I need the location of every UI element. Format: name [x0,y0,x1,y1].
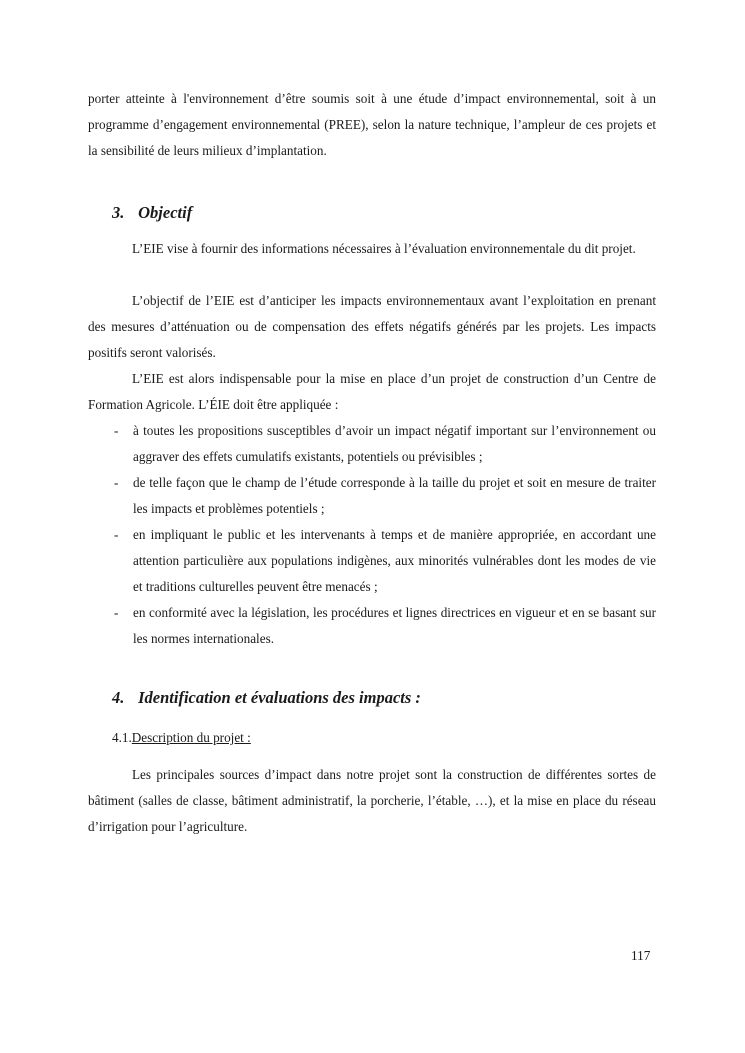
section-3-paragraph-3: L’EIE est alors indispensable pour la mise en place d’un projet de construction d’un Centre de Formation Agricole. L’ÉIE doit être appliquée : [88,371,656,412]
section-4-title: Identification et évaluations des impacts : [138,688,421,707]
subsection-4-1-number: 4.1. [112,730,132,745]
section-3-title: Objectif [138,203,193,222]
list-item [88,600,656,652]
section-4-paragraph: Les principales sources d’impact dans notre projet sont la construction de différentes sortes de bâtiment (salles de classe, bâtiment administratif, la porcherie, l’étable, …), et la mise en place du réseau d’irrigation pour l’agriculture. [88,767,656,834]
section-4-number: 4. [112,688,125,707]
section-4-heading [112,688,421,708]
bullet-dash: - [114,423,119,438]
bullet-list [88,418,656,652]
list-item-text: en impliquant le public et les intervenants à temps et de manière appropriée, en accordant une attention particulière aux populations indigènes, aux minorités vulnérables dont les modes de vie et traditions culturelles peuvent être menacés ; [133,527,656,594]
bullet-dash: - [114,605,119,620]
bullet-dash: - [114,475,119,490]
list-item-text: de telle façon que le champ de l’étude corresponde à la taille du projet et soit en mesure de traiter les impacts et problèmes potentiels ; [133,475,656,516]
list-item [88,522,656,600]
subsection-4-1-heading [112,730,251,746]
intro-paragraph: porter atteinte à l'environnement d’être soumis soit à une étude d’impact environnemental, soit à un programme d’engagement environnemental (PREE), selon la nature technique, l’ampleur de ces projets et la sensibilité de leurs milieux d’implantation. [88,91,656,158]
list-item [88,418,656,470]
list-item-text: en conformité avec la législation, les procédures et lignes directrices en vigueur et en se basant sur les normes internationales. [133,605,656,646]
subsection-4-1-title: Description du projet : [131,730,251,745]
section-3-paragraph-2: L’objectif de l’EIE est d’anticiper les impacts environnementaux avant l’exploitation en prenant des mesures d’atténuation ou de compensation des effets négatifs générés par les projets. Les impacts positifs seront valorisés. [88,293,656,360]
section-3-paragraph-1: L’EIE vise à fournir des informations nécessaires à l’évaluation environnementale du dit projet. [132,241,636,256]
section-3-number: 3. [112,203,125,222]
list-item-text: à toutes les propositions susceptibles d’avoir un impact négatif important sur l’environnement ou aggraver des effets cumulatifs existants, potentiels ou prévisibles ; [133,423,656,464]
page-number: 117 [631,948,651,963]
section-3-heading [112,203,192,223]
bullet-dash: - [114,527,119,542]
list-item [88,470,656,522]
